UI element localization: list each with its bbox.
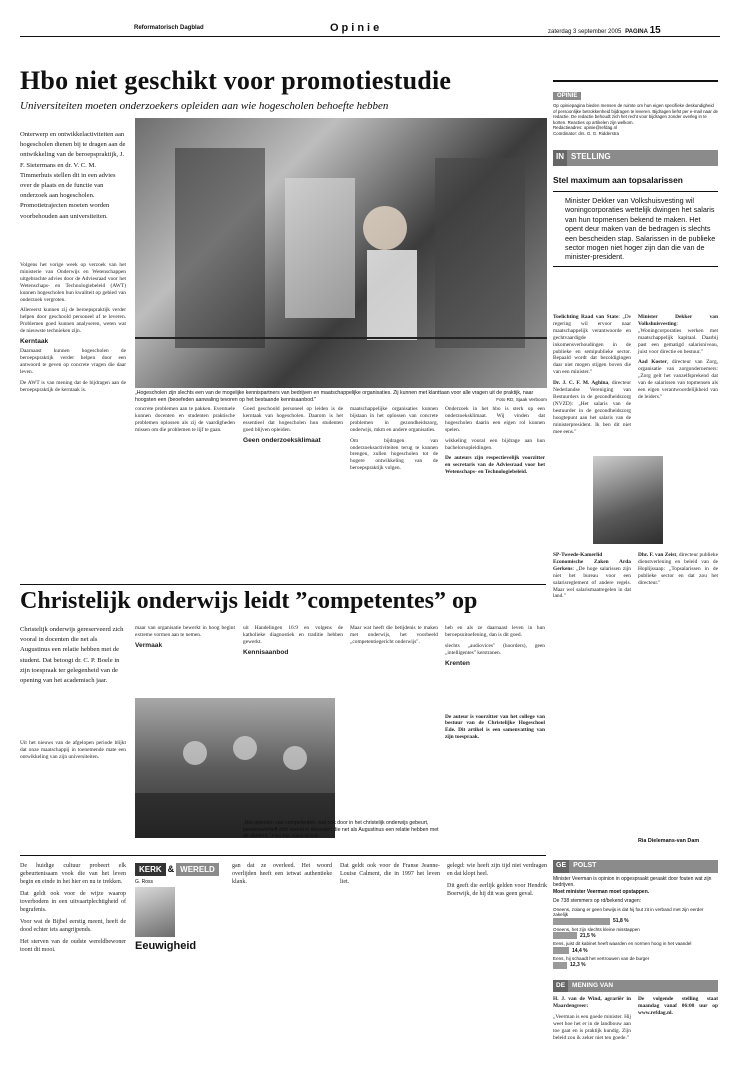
kerk-wereld-body3: gelegd: wie heeft zijn tijd niet verdragen en dat klopt heel.	[447, 863, 547, 877]
poll-option-pct: 14,4 %	[572, 947, 588, 954]
kerk-label: KERK	[135, 863, 166, 876]
instelling-name-5: SP-Tweede-Kamerlid Economische Zaken Arda Gerkens	[553, 552, 631, 572]
article2-photo-caption	[243, 820, 439, 840]
poll-bar-row	[553, 962, 718, 969]
kerk-wereld-body4: Dit geeft die eerlijk gelden voor Hendrik Boerwijk, de hij dit was geen geval.	[447, 883, 547, 897]
article1-col4	[350, 406, 438, 476]
gepolst-label-ge: GE	[553, 860, 569, 873]
article1-body7: maatschappelijke organisaties kunnen bijstaan in het oplossen van concrete problemen in gezondheidszorg, onderwijs, mkm en andere organisaties.	[350, 406, 438, 433]
article1-col2	[135, 406, 235, 438]
ampersand: &	[167, 864, 175, 874]
article2-col4	[350, 625, 438, 650]
gepolst-box	[553, 860, 718, 971]
gepolst-question-bold: Moet minister Veerman moet opstappen.	[553, 888, 650, 895]
mening-label	[553, 980, 718, 992]
poll-bar-row	[553, 932, 718, 939]
instelling-name-4: Aad Koster	[638, 359, 667, 366]
instelling-text-2: , directeur Nederlandse Vereniging van Bestuurders in de gezondheidszorg (NVZD): „Het salaris van de bestuurder in de gezondheidszorg hoogtepunt aan het salaris van de ministerpresident. Ik ben dit niet mee eens."	[553, 380, 631, 435]
article2-closing: De auteur is voorzitter van het college van bestuur van de Christelijke Hogeschool Ede. Dit artikel is een samenvatting van zijn toespraak.	[445, 713, 545, 741]
article2-body1: Uit het nieuws van de afgelopen periode blijkt dat onze maatschappij in toenemende mate een ontwikkeling van zijn universiteiten.	[20, 740, 126, 760]
article1-lead: Onterwerp en ontwikkelactiviteiten aan hogescholen dienen bij te dragen aan de ontwikkeling van de beroepspraktijk, J. F. Sietermans en dr. V. C. M. Timmerhuis stellen dit in een advies over de plaats en de functie van onderzoek aan hogescholen. Promotietrajecten moeten worden voorbehouden aan universiteiten.	[20, 131, 126, 220]
article1-col5	[445, 406, 545, 480]
instelling-text-1: : „De regering wil ervoor naar maatschappelijk verantwoorde en gechtvaardigde inkomensverhoudingen in de publieke en semipublieke sector. Bepaald wordt dat bezoldigingen daar niet mogen stijgen boven die van een minister."	[553, 314, 631, 376]
article2-photo	[135, 698, 335, 838]
instelling-entry-3	[638, 314, 718, 355]
poll-bar	[553, 962, 567, 969]
gepolst-question: Minister Veerman is opinion in opgespraakt geraakt door fouten wat zijn bedrijven.	[553, 876, 712, 889]
poll-bar-row	[553, 947, 718, 954]
article2-col3	[243, 625, 343, 659]
subhead-krenten: Krenten	[445, 659, 470, 667]
instelling-name-1: Toelichting Raad van State	[553, 314, 619, 320]
date-text: zaterdag 3 september 2005	[548, 29, 622, 35]
poll-bar-row	[553, 918, 718, 925]
instelling-col3	[553, 552, 631, 604]
article2-headline: Christelijk onderwijs leidt ”competentes” op	[20, 588, 478, 614]
article1-photo	[135, 118, 547, 388]
poll-option	[553, 927, 718, 940]
article2-body5: heb en als ze daarnaast leven in hun beroepsuitoefening, dan is dit goed.	[445, 625, 545, 638]
poll-option-pct: 12,3 %	[570, 962, 586, 969]
instelling-box	[553, 150, 718, 267]
mening-author: H. J. van de Wind, agrariër in Maardengreer:	[553, 996, 631, 1009]
poll-option	[553, 907, 718, 925]
poll-option-label: Oneens, het zijn slechts kleine misstappen	[553, 926, 640, 932]
poll-option-pct: 51,8 %	[613, 918, 629, 925]
article1-photo-caption	[135, 390, 547, 403]
article1-body3: Daarnaast kunnen hogescholen de beroepspraktijk verder helpen door een antwoord te geven op concrete vragen die daar leven.	[20, 347, 126, 375]
instelling-closing: Ria Dielemans-van Dam	[638, 838, 700, 844]
mening-label-rest: MENING VAN	[568, 980, 718, 992]
kerk-wereld-portrait	[135, 887, 175, 937]
article2-col5	[445, 625, 545, 745]
classroom-illustration	[135, 698, 335, 838]
instelling-entry-2	[553, 380, 631, 435]
instelling-title: Stel maximum aan topsalarissen	[553, 175, 683, 185]
page-label: PAGINA	[625, 29, 648, 35]
kerk-wereld-col2	[340, 862, 440, 890]
article2-caption-text: „Het opleiden van competenten, wat ook door in het christelijk onderwijs gebeurt, peroonsverheft zich vooral in docenten die net als Augustinus een relatie hebben met de student."	[243, 820, 439, 839]
poll-option-pct: 21,5 %	[580, 932, 596, 939]
article1-body1: Volgens het vorige week op verzoek van het ministerie van Onderwijs en Wetenschappen uitgebrachte advies door de Adviesraad voor het Wetenschaps- en Technologiebeleid (AWT) kunnen hogescholen hun kwaliteit op gebied van onderzoek vergroten.	[20, 262, 126, 303]
instelling-label-in: IN	[553, 150, 567, 166]
article3-body2: Dat geldt ook voor de wijze waarop toverbodem in een uitvaartplechtigheid of begrafenis.	[20, 891, 126, 913]
mening-text: „Veerman is een goede minister. Hij weet hoe het er in de landbouw aan toe gaat en is praktijk kundig. Zijn beleid zou ik zeker niet ten goede."	[553, 1013, 631, 1041]
poll-bar	[553, 932, 577, 939]
article1-headline: Hbo niet geschikt voor promotiestudie	[20, 66, 452, 95]
article1-body6: Goed geschoold personeel op leiden is de kerntaak van hogescholen. Daarom is het essentieel dat hogescholen hun studenten goed blijven opleiden.	[243, 406, 343, 433]
opinie-label: OPINIE	[553, 92, 581, 100]
mening-box	[553, 980, 718, 992]
kerk-wereld-title: Eeuwigheid	[135, 940, 197, 952]
opinie-contact: Redactieadres: opinie@refdag.nl	[553, 125, 618, 130]
instelling-portrait	[593, 456, 663, 544]
article1-subheadline: Universiteiten moeten onderzoekers opleiden aan wie hogescholen behoefte hebben	[20, 100, 389, 112]
poll-bar	[553, 918, 610, 925]
mening-next-question: De volgende stelling staat maandag vanaf 06:00 uur op www.refdag.nl.	[638, 996, 718, 1016]
article2-body2: maar van organisatie bewerkt in hoog begint extreme vormen aan te nemen.	[135, 625, 235, 638]
instelling-entry-4	[638, 359, 718, 400]
poll-bar	[553, 947, 569, 954]
instelling-text-3: : „Woningcorporaties werken met maatschappelijk kapitaal. Daarbij past een gematigd salarisniveau, juist voor directie en bestuur."	[638, 320, 718, 355]
article1-closing: De auteurs zijn respectievelijk voorzitter en secretaris van de Adviesraad voor het Wetenschaps- en Technologiebeleid.	[445, 455, 545, 476]
gepolst-label	[553, 860, 718, 873]
poll-option-label: Eens, juist dit kabinet heeft waarden en normen hoog in het vaandel	[553, 941, 692, 947]
article2-col1	[20, 740, 126, 765]
opinie-text: Op opiniepagina bieden mensen de ruimte om hun eigen specifieke deskundigheid of persoonlijke betrokkenheid bijdragen te leveren. Bijdragen liefst per e-mail naar de redactie. De redactie behoudt zich het recht voor bijdragen zonder overleg in te korten. Reacties op artikelen zijn welkom.	[553, 103, 718, 125]
article1-body4: De AWT is van mening dat de bijdragen aan de beroepspraktijk de kerntaak is.	[20, 379, 126, 393]
gepolst-results	[553, 907, 718, 969]
instelling-col1	[553, 314, 631, 439]
instelling-label-rest: STELLING	[567, 150, 718, 166]
instelling-statement: Minister Dekker van Volkshuisvesting wil woningcorporaties wettelijk dwingen het salaris van hun topmensen bekend te maken. Het opent deur maken van de bedragen is slechts een bescheiden stap. Salarissen in de publieke sector mogen niet hoger zijn dan die van de minister-president.	[553, 191, 718, 267]
instelling-text-5: : „De hoge salarissen zijn niet het bureau voor een salarisreglement of andere regels. Maar wel salarismaatregelen in dat land."	[553, 565, 631, 600]
subhead-vermaak: Vermaak	[135, 641, 163, 649]
article2-body3: uit Handelingen 16:9 en volgens de katholieke diagnostiek en traditie hebben gewerkt.	[243, 625, 343, 645]
article1-body2: Allereerst kunnen zij de beroepspraktijk verder helpen door geschoold personeel af te leveren. Problemen goed kunnen analyseren, weten wat de nieuwste technieken zijn.	[20, 307, 126, 335]
article1-body5: concrete problemen aan te pakken. Eventuele kunnen docenten en studenten praktische problemen oplossen als zij de vaardigheden missen om die problemen te lijf te gaan.	[135, 406, 235, 433]
article2-top-rule	[20, 584, 546, 585]
poll-option	[553, 956, 718, 969]
instelling-entry-1	[553, 314, 631, 376]
article1-col3	[243, 406, 343, 447]
instelling-entry-5	[553, 552, 631, 600]
article3-col1	[20, 862, 126, 958]
article2-lead: Christelijk onderwijs gereserveerd zich vooral in docenten die net als Augustinus een relatie hebben met de student. Dat betoogt dr. C. P. Boele in zijn toespraak ter gelegenheid van de opening van het academisch jaar.	[20, 626, 124, 685]
instelling-col4	[638, 552, 718, 591]
photo-credit: Foto RD, Sjaak Verboom	[496, 396, 547, 402]
opinie-box	[553, 80, 718, 138]
instelling-entry-6	[638, 552, 718, 587]
page-number: 15	[649, 25, 661, 36]
article1-body10: wikkeling vooral een bijdrage aan hun bachelorsopleidingen.	[445, 437, 545, 451]
instelling-text-4: , directeur van Zorg, organisatie van zorgondernemers: „Zorg gelt het vanzelfsprekend dat van de salarissen van topmensen als een eigen verantwoordelijkheid van de leiders."	[638, 359, 718, 400]
article1-body8: Om bijdragen van onderzoeksactiviteiten terug te kunnen brengen, zullen hogescholen tot de hogere ontwikkeling van de beroepspraktijk volgen.	[350, 437, 438, 472]
article3-body4: Het sterven van de oudste wereldbewoner toont dit mooi.	[20, 939, 126, 953]
photo-caption-text: „Hogescholen zijn slechts een van de mogelijke kennispartners van bedrijven en maatschappelijke organisaties. Zij kunnen met klanttaan voor alle vragen uit de praktijk, naar hoogsten een (beoefeden aanwaling tevoren op het bestaande kennisaanbod."	[135, 390, 534, 403]
poll-option-label: Oneens, zolang er geen bewijs is dat hij fout zit in verband met zijn eerder zakelijk	[553, 906, 704, 918]
mening-label-de: DE	[553, 980, 568, 992]
article2-col2	[135, 625, 235, 652]
masthead-publication: Reformatorisch Dagblad	[134, 25, 204, 31]
subhead-kennis: Kennisaanbod	[243, 648, 289, 656]
article1-col1	[20, 262, 126, 397]
mening-col2	[638, 996, 718, 1021]
masthead-date	[548, 25, 661, 36]
poll-option	[553, 941, 718, 954]
instelling-name-2: Dr. J. C. F. M. Aghina	[553, 380, 609, 387]
instelling-name-3: Minister Dekker van Volkshuisvesting	[638, 314, 718, 327]
kerk-wereld-author: G. Ross	[135, 879, 154, 885]
article2-body6: slechts „audiovices" (hoorders), geen „intelligentes" kerstranen.	[445, 642, 545, 656]
kerk-wereld-body2: Dat geldt ook voor de Franse Jeanne-Louise Calment, die in 1997 het leven liet.	[340, 863, 440, 885]
instelling-text-6: , directeur publieke dienstverlening en beleid van de Hoplijssaap: „Topsalarissen in de publieke sector en dat zou het directeur."	[638, 552, 719, 586]
subhead-kerntaak: Kerntaak	[20, 338, 49, 346]
lab-scene-illustration	[135, 118, 547, 388]
article2-photo-credit: Foto RD, Anton Drenth	[271, 833, 319, 838]
header-rule	[20, 36, 720, 37]
poll-option-label: Eens, hij schaadt het vertrouwen van de burger	[553, 956, 650, 961]
masthead-section: Opinie	[330, 22, 383, 34]
mening-col1	[553, 996, 631, 1045]
gepolst-count: De 738 stemmers op rd/bekend vragen:	[553, 898, 642, 905]
subhead-geen: Geen onderzoeksklimaat	[243, 436, 321, 444]
article2-body4: Maar wat heeft die betijdenis te maken met onderwijs, het voorbeeld „competentiegericht onderwijs".	[350, 625, 438, 645]
article3-top-rule	[20, 855, 546, 856]
kerk-wereld-body1: gan dat ze overleed. Het woord overlijden heeft een ietwat authentieke klank.	[232, 863, 332, 885]
instelling-name-6: Dhr. F. van Zeist	[638, 552, 677, 558]
gepolst-label-rest: POLST	[569, 860, 718, 873]
instelling-label	[553, 150, 718, 166]
opinie-coordinator: Coördinator: drs. G. G. Ridderstra	[553, 130, 619, 136]
article3-body3: Voor wat de Bijbel eerstig meent, heeft de dood echter iets aangrijpends.	[20, 919, 126, 933]
kerk-wereld-col3	[447, 862, 547, 902]
article3-body1: De huidige cultuur probeert elk gebeurtenisaam vook die van het leven begin en einde in het hier en nu te trekken.	[20, 863, 126, 885]
instelling-col2	[638, 314, 718, 405]
kerk-wereld-col1	[232, 862, 332, 890]
wereld-label: WERELD	[176, 863, 219, 876]
article1-body9: Onderzoek in het hbo is sterk op een onderzoeksklimaat. Wij vinden dat hogescholen daarin een eigen rol kunnen spelen.	[445, 406, 545, 433]
